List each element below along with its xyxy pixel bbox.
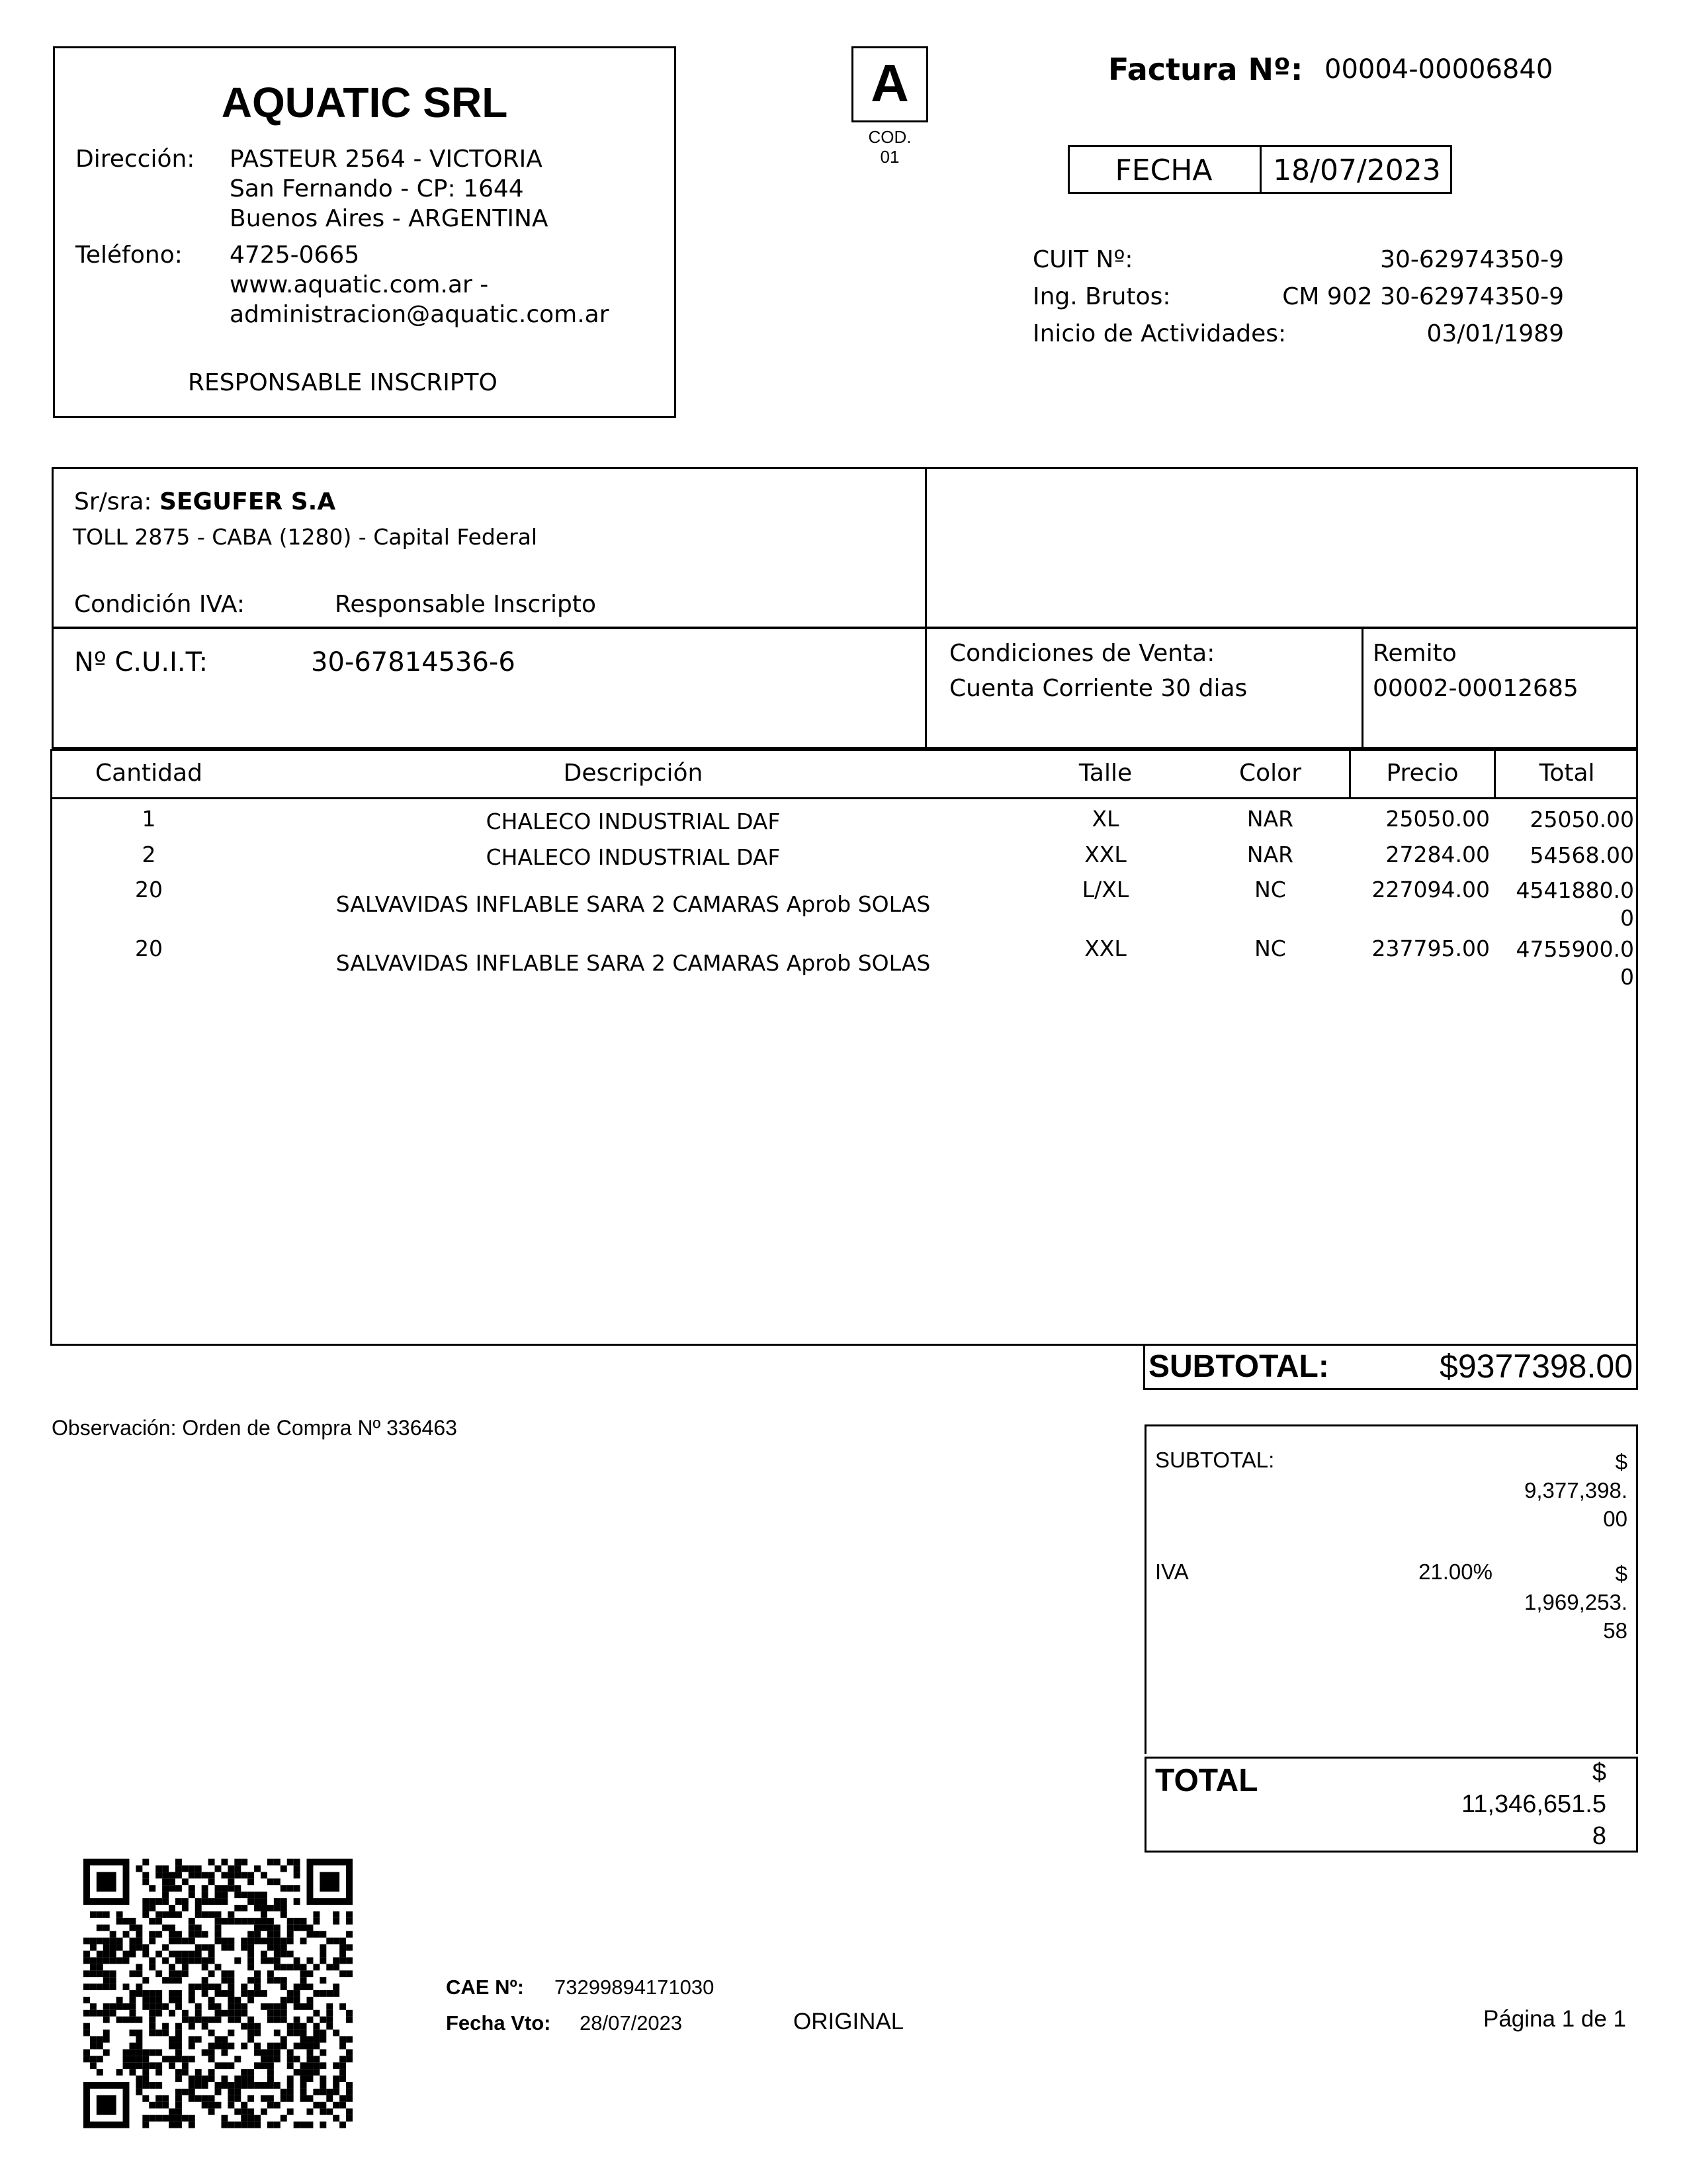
row-size: L/XL (1082, 877, 1129, 902)
invoice-date: 18/07/2023 (1273, 153, 1441, 187)
remito-label: Remito (1373, 640, 1457, 667)
row-qty: 20 (135, 877, 163, 902)
header-total: Total (1539, 760, 1595, 787)
client-prefix: Sr/sra: (74, 488, 152, 515)
phone: 4725-0665 (230, 241, 360, 269)
header-cantidad: Cantidad (95, 760, 202, 787)
doc-letter: A (871, 54, 909, 112)
row-qty: 1 (142, 806, 156, 832)
row-color: NC (1254, 877, 1286, 902)
iibb: CM 902 30-62974350-9 (1282, 283, 1564, 310)
totals-subtotal: $ 9,377,398. 00 (1524, 1450, 1627, 1531)
row-total: 25050.00 (1530, 807, 1634, 832)
cuit: 30-62974350-9 (1380, 246, 1564, 273)
total-amount: $ 11,346,651.5 8 (1461, 1759, 1606, 1850)
row-price: 227094.00 (1371, 877, 1490, 902)
company-name: AQUATIC SRL (221, 79, 508, 126)
row-qty: 20 (135, 936, 163, 961)
row-size: XXL (1084, 842, 1127, 867)
row-size: XL (1092, 806, 1119, 832)
header-descripcion: Descripción (563, 760, 703, 787)
iva-amount: $ 1,969,253. 58 (1524, 1561, 1627, 1643)
website: www.aquatic.com.ar - (230, 271, 489, 298)
sale-conditions: Cuenta Corriente 30 dias (949, 675, 1248, 702)
iva-tax-label: IVA (1155, 1559, 1189, 1584)
row-desc: SALVAVIDAS INFLABLE SARA 2 CAMARAS Aprob SOLAS (335, 891, 931, 917)
iva-rate: 21.00% (1418, 1559, 1492, 1584)
client-cuit: 30-67814536-6 (311, 647, 515, 677)
totals-subtotal-label: SUBTOTAL: (1155, 1448, 1275, 1472)
row-total: 4541880.0 0 (1516, 877, 1634, 931)
start-date: 03/01/1989 (1426, 320, 1564, 347)
subtotal-bar-label: SUBTOTAL: (1148, 1349, 1329, 1384)
sale-conditions-label: Condiciones de Venta: (949, 640, 1215, 667)
page-number: Página 1 de 1 (1483, 2006, 1626, 2032)
row-total: 54568.00 (1530, 842, 1634, 868)
address-label: Dirección: (75, 146, 195, 173)
qr-code (83, 1858, 353, 2128)
iva-condition: Responsable Inscripto (335, 591, 597, 618)
row-color: NAR (1246, 842, 1294, 867)
iva-label: Condición IVA: (74, 591, 245, 618)
header-color: Color (1239, 760, 1301, 787)
tax-status: RESPONSABLE INSCRIPTO (188, 369, 497, 396)
address-line-1: PASTEUR 2564 - VICTORIA (230, 146, 542, 173)
subtotal-bar-value: $9377398.00 (1440, 1348, 1633, 1385)
start-label: Inicio de Actividades: (1033, 320, 1287, 347)
row-total: 4755900.0 0 (1516, 936, 1634, 990)
email: administracion@aquatic.com.ar (230, 301, 609, 328)
total-label: TOTAL (1155, 1763, 1258, 1798)
client-name-row (74, 488, 335, 515)
doc-code-label: COD. (868, 127, 912, 147)
row-desc: CHALECO INDUSTRIAL DAF (486, 808, 781, 834)
row-color: NAR (1246, 806, 1294, 832)
vto-label: Fecha Vto: (446, 2011, 551, 2034)
header-talle: Talle (1078, 760, 1133, 787)
address-line-2: San Fernando - CP: 1644 (230, 175, 524, 202)
row-qty: 2 (142, 842, 156, 867)
remito: 00002-00012685 (1373, 675, 1579, 702)
iibb-label: Ing. Brutos: (1033, 283, 1171, 310)
row-price: 237795.00 (1371, 936, 1490, 961)
client-name: SEGUFER S.A (159, 488, 336, 515)
invoice-number: 00004-00006840 (1324, 54, 1553, 85)
row-desc: CHALECO INDUSTRIAL DAF (486, 844, 781, 870)
observation: Observación: Orden de Compra Nº 336463 (52, 1416, 457, 1440)
address-line-3: Buenos Aires - ARGENTINA (230, 205, 548, 232)
row-size: XXL (1084, 936, 1127, 961)
row-price: 27284.00 (1385, 842, 1490, 867)
items-table (50, 749, 1638, 1346)
date-label: FECHA (1115, 153, 1213, 187)
copy-type: ORIGINAL (793, 2009, 904, 2034)
header-precio: Precio (1386, 760, 1459, 787)
client-address: TOLL 2875 - CABA (1280) - Capital Federal (73, 524, 538, 550)
row-color: NC (1254, 936, 1286, 961)
cae-label: CAE Nº: (446, 1976, 525, 1999)
cae-number: 73299894171030 (554, 1976, 714, 1999)
phone-label: Teléfono: (75, 241, 183, 269)
client-cuit-label: Nº C.U.I.T: (74, 647, 208, 677)
vto-date: 28/07/2023 (580, 2011, 683, 2034)
row-price: 25050.00 (1385, 806, 1490, 832)
invoice-number-label: Factura Nº: (1108, 52, 1303, 87)
cuit-label: CUIT Nº: (1033, 246, 1133, 273)
doc-code: 01 (880, 147, 900, 167)
row-desc: SALVAVIDAS INFLABLE SARA 2 CAMARAS Aprob SOLAS (335, 950, 931, 976)
